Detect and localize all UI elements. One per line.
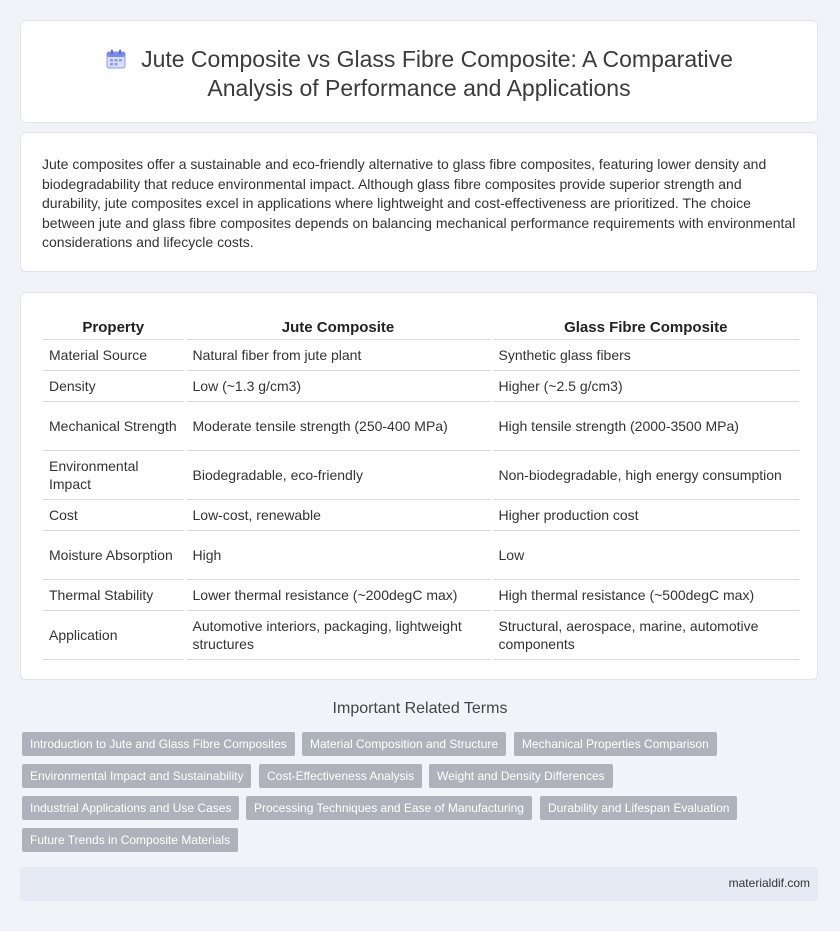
- tag-link[interactable]: Mechanical Properties Comparison: [514, 732, 717, 756]
- tag-link[interactable]: Environmental Impact and Sustainability: [22, 764, 251, 788]
- footer-site[interactable]: materialdif.com: [728, 876, 810, 890]
- row-property: Material Source: [43, 340, 185, 371]
- row-property: Mechanical Strength: [43, 402, 185, 451]
- table-row: [43, 611, 799, 660]
- row-jute: Lower thermal resistance (~200degC max): [185, 580, 491, 611]
- table-row: [43, 500, 799, 531]
- row-glass: Structural, aerospace, marine, automotive components: [491, 611, 799, 660]
- row-property: Moisture Absorption: [43, 531, 185, 580]
- header-jute: Jute Composite: [185, 315, 491, 340]
- header-property: Property: [43, 315, 185, 340]
- header-glass: Glass Fibre Composite: [491, 315, 799, 340]
- row-property: Thermal Stability: [43, 580, 185, 611]
- table-row: [43, 340, 799, 371]
- row-property: Density: [43, 371, 185, 402]
- row-property: Environmental Impact: [43, 451, 185, 500]
- row-glass: High thermal resistance (~500degC max): [491, 580, 799, 611]
- table-header-row: [43, 315, 799, 340]
- row-glass: High tensile strength (2000-3500 MPa): [491, 402, 799, 451]
- row-jute: Automotive interiors, packaging, lightweight structures: [185, 611, 491, 660]
- comparison-table: [43, 315, 799, 660]
- footer: [20, 867, 818, 901]
- tag-link[interactable]: Introduction to Jute and Glass Fibre Composites: [22, 732, 295, 756]
- title-line-2: Analysis of Performance and Applications: [207, 75, 631, 101]
- table-row: [43, 580, 799, 611]
- tag-link[interactable]: Cost-Effectiveness Analysis: [259, 764, 422, 788]
- row-property: Application: [43, 611, 185, 660]
- tag-link[interactable]: Industrial Applications and Use Cases: [22, 796, 239, 820]
- tag-link[interactable]: Material Composition and Structure: [302, 732, 506, 756]
- row-glass: Higher (~2.5 g/cm3): [491, 371, 799, 402]
- row-glass: Higher production cost: [491, 500, 799, 531]
- table-row: [43, 531, 799, 580]
- related-terms-title: Important Related Terms: [332, 700, 508, 717]
- page-title: [21, 45, 817, 103]
- row-jute: Moderate tensile strength (250-400 MPa): [185, 402, 491, 451]
- table-row: [43, 451, 799, 500]
- title-line-1: Jute Composite vs Glass Fibre Composite: A Comparative: [141, 46, 733, 72]
- row-glass: Low: [491, 531, 799, 580]
- table-row: [43, 402, 799, 451]
- row-glass: Non-biodegradable, high energy consumption: [491, 451, 799, 500]
- intro-card: [20, 132, 818, 272]
- tag-link[interactable]: Durability and Lifespan Evaluation: [540, 796, 737, 820]
- row-glass: Synthetic glass fibers: [491, 340, 799, 371]
- tag-link[interactable]: Future Trends in Composite Materials: [22, 828, 238, 852]
- calendar-icon: [105, 48, 127, 70]
- comparison-table-card: [20, 292, 818, 680]
- row-jute: Biodegradable, eco-friendly: [185, 451, 491, 500]
- row-jute: Low-cost, renewable: [185, 500, 491, 531]
- row-property: Cost: [43, 500, 185, 531]
- row-jute: Natural fiber from jute plant: [185, 340, 491, 371]
- tag-link[interactable]: Processing Techniques and Ease of Manufacturing: [246, 796, 532, 820]
- table-row: [43, 371, 799, 402]
- row-jute: Low (~1.3 g/cm3): [185, 371, 491, 402]
- tag-link[interactable]: Weight and Density Differences: [429, 764, 613, 788]
- row-jute: High: [185, 531, 491, 580]
- intro-text: Jute composites offer a sustainable and eco-friendly alternative to glass fibre composites, featuring lower density and biodegradability that reduce environmental impact. Although glass fibre composites provide superior strength and durability, jute composites excel in applications where lightweight and cost-effectiveness are prioritized. The choice between jute and glass fibre composites depends on balancing mechanical performance requirements with environmental considerations and lifecycle costs.: [42, 156, 796, 251]
- header-card: [20, 20, 818, 123]
